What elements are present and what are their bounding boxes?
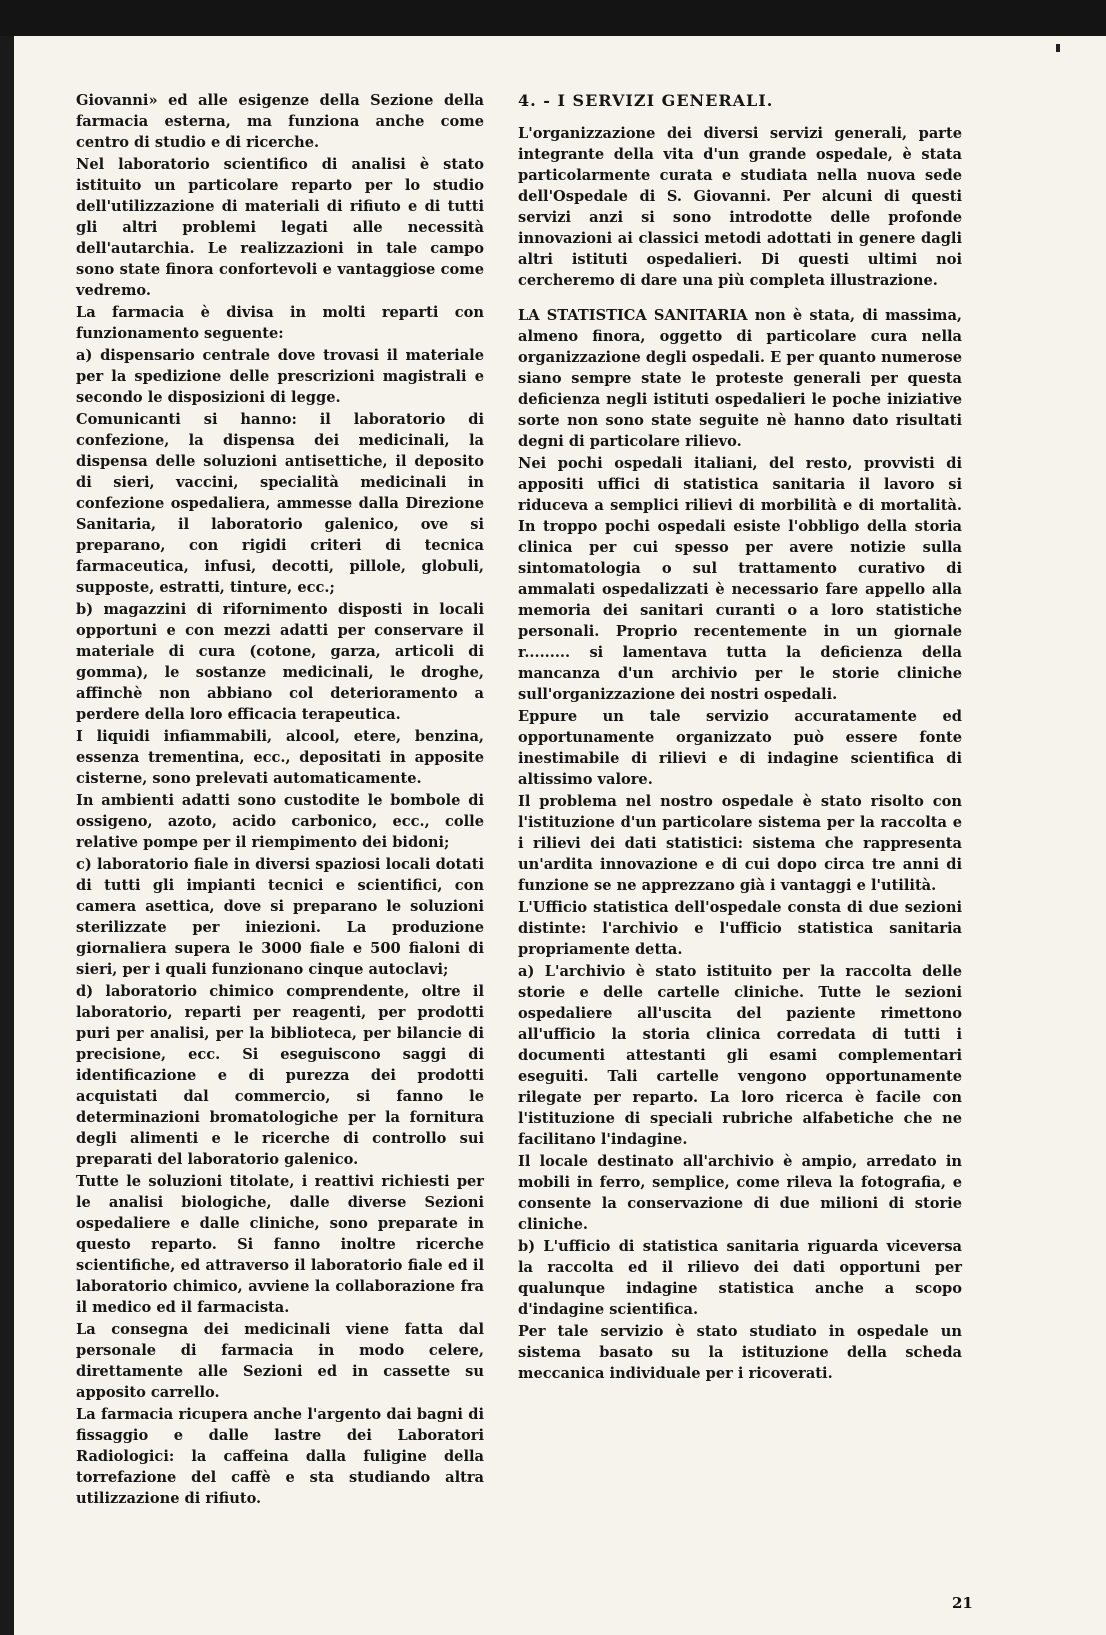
paragraph: L'Ufficio statistica dell'ospedale consta di due sezioni distinte: l'archivio e l'ufficio statistica sanitaria propriamente detta. xyxy=(518,899,962,958)
paragraph: b) magazzini di rifornimento disposti in locali opportuni e con mezzi adatti per conservare il materiale di cura (cotone, garza, articoli di gomma), le sostanze medicinali, le droghe, affinchè non abbiano col deterioramento a perdere della loro efficacia terapeutica. xyxy=(76,601,484,723)
section-heading: 4. - I SERVIZI GENERALI. xyxy=(518,91,774,110)
paragraph: Eppure un tale servizio accuratamente ed opportunamente organizzato può essere fonte inestimabile di rilievi e di indagine scientifica di altissimo valore. xyxy=(518,708,962,788)
scan-mark xyxy=(1056,44,1060,52)
paragraph: b) L'ufficio di statistica sanitaria riguarda viceversa la raccolta ed il rilievo dei dati opportuni per qualunque indagine statistica anche a scopo d'indagine scientifica. xyxy=(518,1238,962,1318)
scan-top-border xyxy=(0,0,1106,36)
paragraph: Il problema nel nostro ospedale è stato risolto con l'istituzione d'un particolare sistema per la raccolta e i rilievi dei dati statistici: sistema che rappresenta un'ardita innovazione e di cui dopo circa tre anni di funzione se ne apprezzano già i vantaggi e l'utilità. xyxy=(518,793,962,894)
paragraph: LA STATISTICA SANITARIA non è stata, di massima, almeno finora, oggetto di particolare cura nella organizzazione degli ospedali. E per quanto numerose siano sempre state le proteste generali per questa deficienza negli istituti ospedalieri le poche iniziative sorte non sono state seguite nè hanno dato risultati degni di particolare rilievo. xyxy=(518,307,962,450)
paragraph: Giovanni» ed alle esigenze della Sezione della farmacia esterna, ma funziona anche come centro di studio e di ricerche. xyxy=(76,92,484,151)
paragraph: I liquidi infiammabili, alcool, etere, benzina, essenza trementina, ecc., depositati in apposite cisterne, sono prelevati automaticamente. xyxy=(76,728,484,787)
paragraph: Per tale servizio è stato studiato in ospedale un sistema basato su la istituzione della scheda meccanica individuale per i ricoverati. xyxy=(518,1323,962,1382)
paragraph: L'organizzazione dei diversi servizi generali, parte integrante della vita d'un grande ospedale, è stata particolarmente curata e studiata nella nuova sede dell'Ospedale di S. Giovanni. Per alcuni di questi servizi anzi si sono introdotte delle profonde innovazioni ai classici metodi adottati in genere dagli altri istituti ospedalieri. Di questi ultimi noi cercheremo di dare una più completa illustrazione. xyxy=(518,125,962,289)
page-number: 21 xyxy=(952,1594,973,1612)
paragraph: Nel laboratorio scientifico di analisi è stato istituito un particolare reparto per lo studio dell'utilizzazione di materiali di rifiuto e di tutti gli altri problemi legati alle necessità dell'autarchia. Le realizzazioni in tale campo sono state finora confortevoli e vantaggiose come vedremo. xyxy=(76,156,484,299)
paragraph: In ambienti adatti sono custodite le bombole di ossigeno, azoto, acido carbonico, ecc., colle relative pompe per il riempimento dei bidoni; xyxy=(76,792,484,851)
paragraph: Tutte le soluzioni titolate, i reattivi richiesti per le analisi biologiche, dalle diverse Sezioni ospedaliere e dalle cliniche, sono preparate in questo reparto. Si fanno inoltre ricerche scientifiche, ed attraverso il laboratorio fiale ed il laboratorio chimico, avviene la collaborazione fra il medico ed il farmacista. xyxy=(76,1173,484,1316)
paragraph: Comunicanti si hanno: il laboratorio di confezione, la dispensa dei medicinali, la dispensa delle soluzioni antisettiche, il deposito di sieri, vaccini, specialità medicinali in confezione ospedaliera, ammesse dalla Direzione Sanitaria, il laboratorio galenico, ove si preparano, con rigidi criteri di tecnica farmaceutica, infusi, decotti, pillole, globuli, supposte, estratti, tinture, ecc.; xyxy=(76,411,484,596)
right-text-column xyxy=(518,90,962,1385)
paragraph: La consegna dei medicinali viene fatta dal personale di farmacia in modo celere, direttamente alle Sezioni ed in cassette su apposito carrello. xyxy=(76,1321,484,1401)
paragraph: c) laboratorio fiale in diversi spaziosi locali dotati di tutti gli impianti tecnici e scientifici, con camera asettica, dove si preparano le soluzioni sterilizzate per iniezioni. La produzione giornaliera supera le 3000 fiale e 500 fialoni di sieri, per i quali funzionano cinque autoclavi; xyxy=(76,856,484,978)
paragraph: La farmacia è divisa in molti reparti con funzionamento seguente: xyxy=(76,304,484,342)
paragraph: a) dispensario centrale dove trovasi il materiale per la spedizione delle prescrizioni magistrali e secondo le disposizioni di legge. xyxy=(76,347,484,406)
left-text-column xyxy=(76,90,484,1510)
paragraph: d) laboratorio chimico comprendente, oltre il laboratorio, reparti per reagenti, per prodotti puri per analisi, per la biblioteca, per bilancie di precisione, ecc. Si eseguiscono saggi di identificazione e di purezza dei prodotti acquistati dal commercio, si fanno le determinazioni bromatologiche per la fornitura degli alimenti e le ricerche di controllo sui preparati del laboratorio galenico. xyxy=(76,983,484,1168)
paragraph: La farmacia ricupera anche l'argento dai bagni di fissaggio e dalle lastre dei Laboratori Radiologici: la caffeina dalla fuligine della torrefazione del caffè e sta studiando altra utilizzazione di rifiuto. xyxy=(76,1406,484,1507)
paragraph: a) L'archivio è stato istituito per la raccolta delle storie e delle cartelle cliniche. Tutte le sezioni ospedaliere all'uscita del paziente rimettono all'ufficio la storia clinica corredata di tutti i documenti attestanti gli esami complementari eseguiti. Tali cartelle vengono opportunamente rilegate per reparto. La loro ricerca è facile con l'istituzione di speciali rubriche alfabetiche che ne facilitano l'indagine. xyxy=(518,963,962,1148)
paragraph: Nei pochi ospedali italiani, del resto, provvisti di appositi uffici di statistica sanitaria il lavoro si riduceva a semplici rilievi di morbilità e di mortalità. In troppo pochi ospedali esiste l'obbligo della storia clinica per cui spesso per avere notizie sulla sintomatologia o sul trattamento curativo di ammalati ospedalizzati è necessario fare appello alla memoria dei sanitari curanti o a loro statistiche personali. Proprio recentemente in un giornale r......... si lamentava tutta la deficienza della mancanza d'un archivio per le storie cliniche sull'organizzazione dei nostri ospedali. xyxy=(518,455,962,703)
paragraph: Il locale destinato all'archivio è ampio, arredato in mobili in ferro, semplice, come rileva la fotografia, e consente la conservazione di due milioni di storie cliniche. xyxy=(518,1153,962,1233)
